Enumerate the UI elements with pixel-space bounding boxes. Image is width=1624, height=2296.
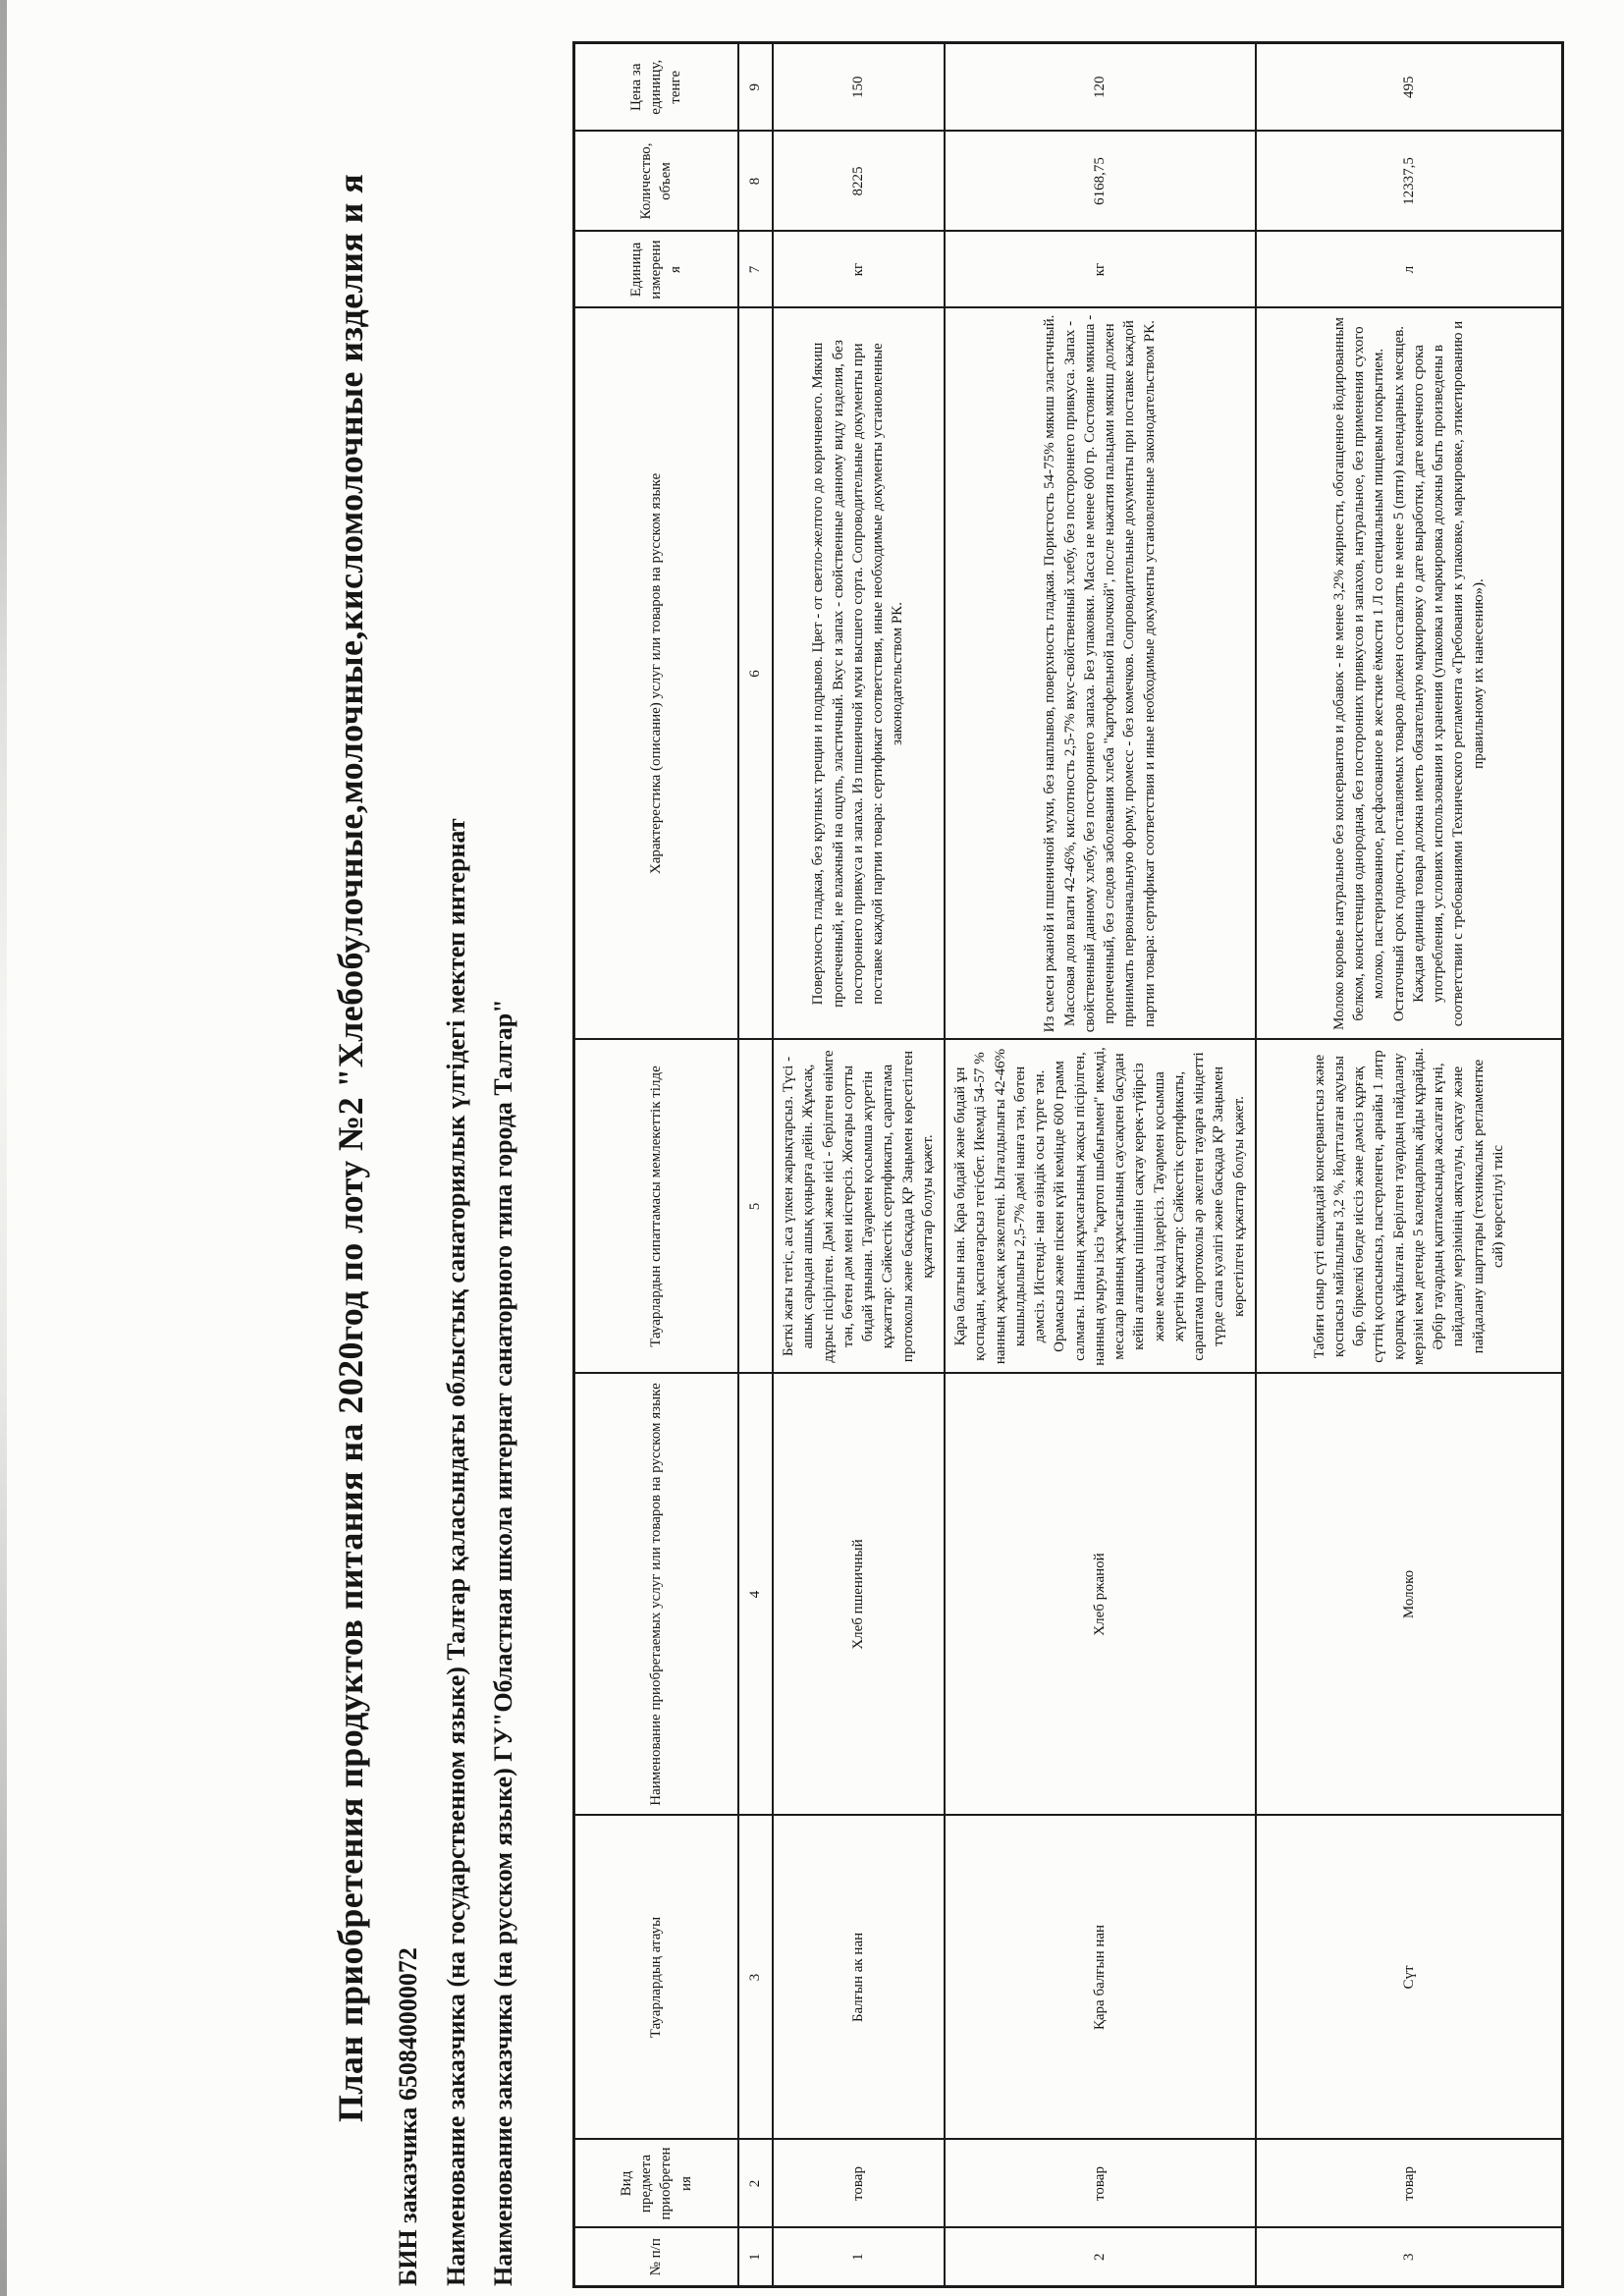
col-header-desc-kz: Тауарлардын сипаттамасы мемлекеттік тілде bbox=[574, 1040, 738, 1374]
row1-num: 1 bbox=[773, 2228, 945, 2287]
col-number-8: 8 bbox=[738, 132, 773, 232]
row1-price: 150 bbox=[773, 43, 945, 132]
row1-type: товар bbox=[773, 2140, 945, 2228]
row3-name-kz: Сүт bbox=[1256, 1816, 1563, 2140]
row2-type: товар bbox=[945, 2140, 1256, 2228]
scanner-edge-artifact bbox=[0, 0, 7, 2296]
col-header-type: Вид предмета приобретения bbox=[574, 2140, 738, 2228]
row3-name-ru: Молоко bbox=[1256, 1374, 1563, 1816]
row2-num: 2 bbox=[945, 2228, 1256, 2287]
row2-price: 120 bbox=[945, 43, 1256, 132]
col-number-4: 4 bbox=[738, 1374, 773, 1816]
table-row-bread-rye bbox=[945, 43, 1256, 2287]
table-row-milk bbox=[1256, 43, 1563, 2287]
row2-name-ru: Хлеб ржаной bbox=[945, 1374, 1256, 1816]
procurement-plan-table bbox=[572, 41, 1564, 2288]
row2-qty: 6168,75 bbox=[945, 132, 1256, 232]
col-header-qty: Количество, объем bbox=[574, 132, 738, 232]
col-number-1: 1 bbox=[738, 2228, 773, 2287]
row2-desc-kz: Қара балғын нан. Қара бидай және бидай ұн қоспадан, қаспаөтарсыз тегісбет. Икемді 54-57 % нанның жұмсақ кезкелгені. Ылғалдылығы 42-46% кышылдылығы 2,5-7% дәмі нанға тән, бөтен дәмсіз. Иістенді- нан өзіндік осы түрге тән. Орамасыз және піскен күйі кемінде 600 грамм салмағы. Нанның жұмсағының жақсы пісірілген, нанның ауыруы ізсіз "қартоп шыбығымен" икемді, месалар нанның жұмсағының саусақпен басудан кейін алғашқы пішіннін сақтау керек-түйірсіз және месалад іздерісіз. Тауармен қосымша жүретін құжаттар: Сәйкестік сертификаты, сараптама протоколы әр әкелген тауарға міндетті түрде сапа куәлігі және басқада ҚР Заңымен көрсетілген құжаттар болуы қажет. bbox=[945, 1040, 1256, 1374]
col-number-5: 5 bbox=[738, 1040, 773, 1374]
row1-name-kz: Балғын ак нан bbox=[773, 1816, 945, 2140]
document-title: План приобретения продуктов питания на 2020год по лоту №2 "Хлебобулочные,молочные,кисломолочные изделия и я bbox=[331, 173, 370, 2123]
column-numbers-row bbox=[738, 43, 773, 2287]
table-row-bread-wheat bbox=[773, 43, 945, 2287]
row3-unit: л bbox=[1256, 232, 1563, 308]
row3-desc-kz: Табиғи сиыр сүті ешқандай консервантсыз және қоспасыз майлылығы 3,2 %, йодтталған ақуызы бар, біркелкі бөгде иіссіз және дәмсіз құрғақ сүттің қоспасынсыз, пастерленген, арнайы 1 литр қорапқа құйылған. Берілген тауардың пайдалану мерзімі кем дегенде 5 календарлық айды құрайды. Әрбір тауардың қаптамасында жасалған күні, пайдалану мерзімінің аяқталуы, сақтау және пайдалану шарттары (техникалык регламентке сай) көрсетілуі тиіс bbox=[1256, 1040, 1563, 1374]
col-header-num: № п/п bbox=[574, 2228, 738, 2287]
row3-type: товар bbox=[1256, 2140, 1563, 2228]
row2-desc-ru: Из смеси ржаной и пшеничной муки, без наплывов, поверхность гладкая. Пористость 54-75% мякиш эластичный. Массовая доля влаги 42-46%, кислотность 2,5-7% вкус-свойственный хлебу, без постороннего привкуса. Запах - свойственный данному хлебу, без постороннего запаха. Без упаковки. Масса не менее 600 гр. Состояние мякиша - пропеченный, без следов заболевания хлеба "картофельной палочкой", после нажатия пальцами мякиш должен принимать первоначальную форму, промесс - без комечков. Сопроводительные документы при поставке каждой партии товара: сертификат соответствия и иные необходимые документы установленные законодательством РК. bbox=[945, 308, 1256, 1040]
row3-price: 495 bbox=[1256, 43, 1563, 132]
row1-desc-kz: Беткі жағы тегіс, аса үлкен жарықтарсыз. Түсі - ашық сарыдан ашық қоңырға дейін. Жұмсақ, дұрыс пісірілген. Дәмі және иісі - берілген өнімге тән, бөтен дәм мен иістерсіз. Жоғары сортты бидай ұнынан. Тауармен қосымша жүретін құжаттар: Сәйкестік сертификаты, сараптама протоколы және басқада ҚР Заңымен көрсетілген құжаттар болуы қажет. bbox=[773, 1040, 945, 1374]
row1-name-ru: Хлеб пшеничный bbox=[773, 1374, 945, 1816]
col-header-name-ru: Наименование приобретаемых услуг или товаров на русском языке bbox=[574, 1374, 738, 1816]
col-number-6: 6 bbox=[738, 308, 773, 1040]
col-number-2: 2 bbox=[738, 2140, 773, 2228]
table-header-row bbox=[574, 43, 738, 2287]
col-header-unit: Единица измерения bbox=[574, 232, 738, 308]
row1-desc-ru: Поверхность гладкая, без крупных трещин и подрывов. Цвет - от светло-желтого до коричневого. Мякиш пропеченный, не влажный на ощупь, эластичный. Вкус и запах - свойственные данному виду изделия, без постороннего привкуса и запаха. Из пшеничной муки высшего сорта. Сопроводительные документы при поставке каждой партии товара: сертификат соответствия, иные необходимые документы установленные законодательством РК. bbox=[773, 308, 945, 1040]
customer-name-russian-line: Наименование заказчика (на русском языке) ГУ"Областная школа интернат санаторного типа города Талгар" bbox=[489, 999, 517, 2286]
col-number-9: 9 bbox=[738, 43, 773, 132]
customer-bin-line: БИН заказчика 650840000072 bbox=[394, 1947, 422, 2286]
col-header-desc-ru: Характерестика (описание) услуг или товаров на русском языке bbox=[574, 308, 738, 1040]
row3-num: 3 bbox=[1256, 2228, 1563, 2287]
row3-desc-ru: Молоко коровье натуральное без консервантов и добавок - не менее 3,2% жирности, обогащенное йодированным белком, консистенция однородная, без посторонних привкусов и запахов, натуральное, без применения сухого молоко, пастеризованное, расфасованное в жесткие ёмкости 1 Л со специальным пищевым покрытием. Остаточный срок годности, поставляемых товаров должен составлять не менее 5 (пяти) календарных месяцев. Каждая единица товара должна иметь обязательную маркировку о дате выработки, дате конечного срока употребления, условиях использования и хранения (упаковка и маркировка должны быть произведены в соответствии с требованиями Технического регламента «Требования к упаковке, маркировке, этикетированию и правильному их нанесению»). bbox=[1256, 308, 1563, 1040]
row1-qty: 8225 bbox=[773, 132, 945, 232]
col-header-price: Цена за единицу, тенге bbox=[574, 43, 738, 132]
row2-name-kz: Қара балғын нан bbox=[945, 1816, 1256, 2140]
row1-unit: кг bbox=[773, 232, 945, 308]
col-header-name-kz: Тауарлардың атауы bbox=[574, 1816, 738, 2140]
col-number-7: 7 bbox=[738, 232, 773, 308]
col-number-3: 3 bbox=[738, 1816, 773, 2140]
row3-qty: 12337,5 bbox=[1256, 132, 1563, 232]
row2-unit: кг bbox=[945, 232, 1256, 308]
customer-name-kazakh-line: Наименование заказчика (на государственном языке) Талғар қаласындағы облыстық санаториялык үлгідегі мектеп интернат bbox=[442, 818, 470, 2286]
